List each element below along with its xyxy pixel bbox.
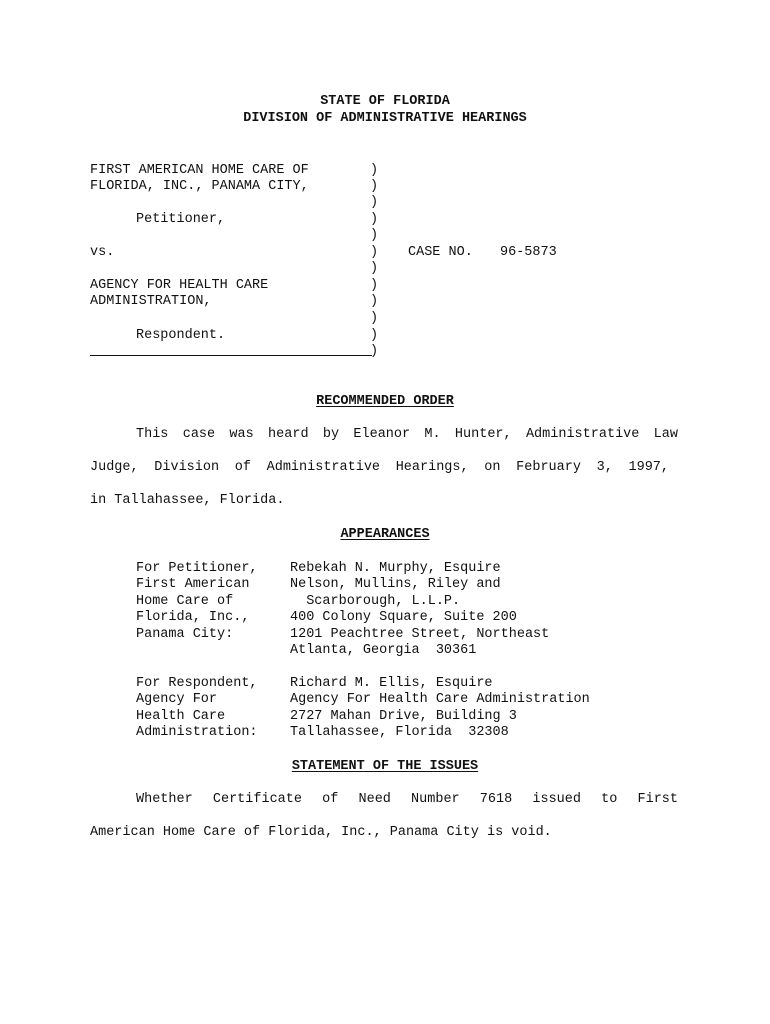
- petitioner-label-line: Panama City:: [136, 627, 234, 642]
- respondent-counsel-line: Agency For Health Care Administration: [290, 692, 590, 707]
- respondent-label-line: For Respondent,: [136, 676, 258, 691]
- caption-paren: ): [370, 294, 379, 309]
- issues-text-line1: Whether Certificate of Need Number 7618 issued to First: [136, 792, 678, 807]
- petitioner-counsel-line: Scarborough, L.L.P.: [290, 594, 461, 609]
- respondent-counsel-line: Tallahassee, Florida 32308: [290, 725, 509, 740]
- caption-paren: ): [370, 212, 379, 227]
- petitioner-counsel-line: 1201 Peachtree Street, Northeast: [290, 627, 550, 642]
- recommended-order-heading: RECOMMENDED ORDER: [316, 394, 454, 409]
- issues-text-line2: American Home Care of Florida, Inc., Panama City is void.: [90, 825, 552, 840]
- caption-paren: ): [370, 163, 379, 178]
- caption-paren: ): [370, 261, 379, 276]
- issues-heading: STATEMENT OF THE ISSUES: [291, 759, 479, 774]
- respondent-counsel-line: Richard M. Ellis, Esquire: [290, 676, 493, 691]
- case-number: 96-5873: [500, 245, 557, 260]
- petitioner-counsel-line: Nelson, Mullins, Riley and: [290, 577, 501, 592]
- appearances-heading: APPEARANCES: [340, 527, 430, 542]
- respondent-name-line2: ADMINISTRATION,: [90, 294, 212, 309]
- caption-paren: ): [370, 245, 379, 260]
- caption-paren: ): [370, 195, 379, 210]
- petitioner-name-line1: FIRST AMERICAN HOME CARE OF: [90, 163, 309, 178]
- caption-paren: ): [370, 344, 379, 359]
- case-number-label: CASE NO.: [408, 245, 473, 260]
- petitioner-counsel-line: Atlanta, Georgia 30361: [290, 643, 477, 658]
- division-title: DIVISION OF ADMINISTRATIVE HEARINGS: [243, 111, 527, 126]
- caption-paren: ): [370, 278, 379, 293]
- respondent-label-line: Agency For: [136, 692, 218, 707]
- caption-paren: ): [370, 228, 379, 243]
- respondent-counsel-line: 2727 Mahan Drive, Building 3: [290, 709, 517, 724]
- caption-underline: [90, 355, 372, 356]
- caption-paren: ): [370, 311, 379, 326]
- caption-paren: ): [370, 179, 379, 194]
- petitioner-counsel-line: Rebekah N. Murphy, Esquire: [290, 561, 501, 576]
- respondent-name-line1: AGENCY FOR HEALTH CARE: [90, 278, 269, 293]
- petitioner-label-line: Home Care of: [136, 594, 234, 609]
- order-text-line3: in Tallahassee, Florida.: [90, 493, 285, 508]
- versus-label: vs.: [90, 245, 115, 260]
- agency-title: STATE OF FLORIDA: [320, 94, 450, 109]
- caption-paren: ): [370, 328, 379, 343]
- petitioner-label-line: Florida, Inc.,: [136, 610, 250, 625]
- order-text-line2: Judge, Division of Administrative Hearings, on February 3, 1997,: [90, 460, 669, 475]
- respondent-role: Respondent.: [136, 328, 226, 343]
- petitioner-role: Petitioner,: [136, 212, 226, 227]
- respondent-label-line: Administration:: [136, 725, 258, 740]
- petitioner-label-line: First American: [136, 577, 250, 592]
- respondent-label-line: Health Care: [136, 709, 226, 724]
- petitioner-label-line: For Petitioner,: [136, 561, 258, 576]
- petitioner-counsel-line: 400 Colony Square, Suite 200: [290, 610, 517, 625]
- petitioner-name-line2: FLORIDA, INC., PANAMA CITY,: [90, 179, 309, 194]
- order-text-line1: This case was heard by Eleanor M. Hunter, Administrative Law: [136, 427, 678, 442]
